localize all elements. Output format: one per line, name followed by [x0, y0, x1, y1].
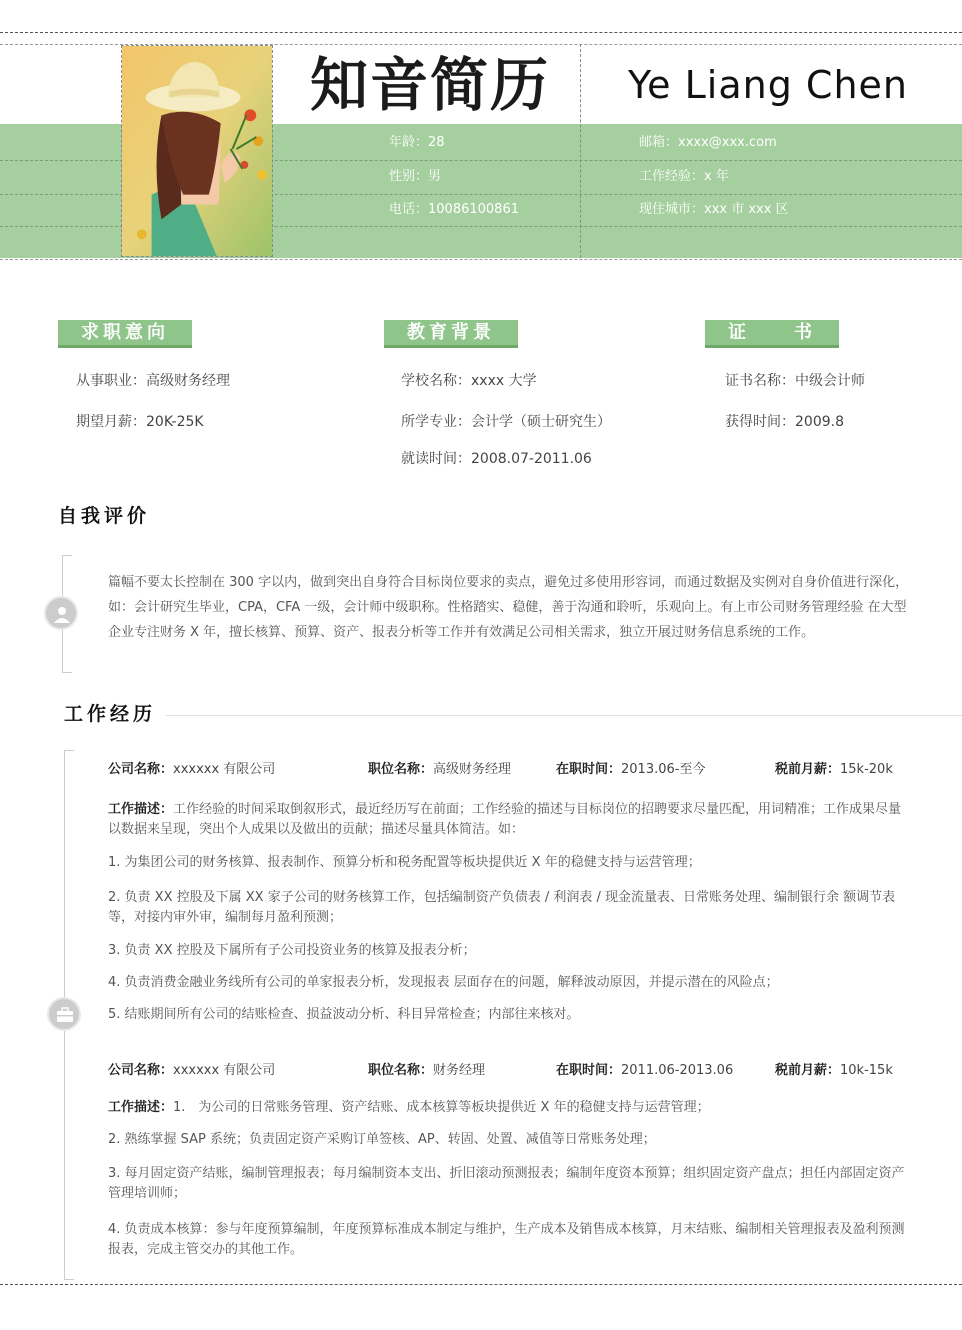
profile-photo — [121, 45, 273, 257]
job2-company: 公司名称：xxxxxx 有限公司 — [108, 1063, 276, 1078]
job2-item: 2. 熟练掌握 SAP 系统；负责固定资产采购订单签核、AP、转固、处置、减值等日常账务处理； — [108, 1132, 656, 1147]
job-intent-tag: 求职意向 — [58, 320, 192, 348]
job1-item: 4. 负责消费金融业务线所有公司的单家报表分析，发现报表 层面存在的问题，解释波动原因，并提示潜在的风险点； — [108, 975, 779, 990]
bottom-dashed-border — [0, 1284, 962, 1285]
job1-item: 1. 为集团公司的财务核算、报表制作、预算分析和税务配置等板块提供近 X 年的稳健支持与运营管理； — [108, 855, 701, 870]
work-title: 工作经历 — [64, 703, 157, 725]
education-period: 就读时间：2008.07-2011.06 — [401, 451, 592, 467]
user-icon — [44, 596, 78, 630]
intent-salary: 期望月薪：20K-25K — [76, 414, 204, 430]
education-major: 所学专业：会计学（硕士研究生） — [401, 414, 611, 430]
job1-item: 3. 负责 XX 控股及下属所有子公司投资业务的核算及报表分析； — [108, 943, 476, 958]
job2-item: 4. 负责成本核算：参与年度预算编制，年度预算标准成本制定与维护，生产成本及销售成本核算，月末结账、编制相关管理报表及盈利预测报表，完成主管交办的其他工作。 — [108, 1222, 905, 1257]
top-dashed-border — [0, 32, 962, 33]
job1-position: 职位名称：高级财务经理 — [368, 762, 512, 777]
work-title-rule — [166, 715, 962, 716]
english-name: Ye Liang Chen — [627, 63, 908, 107]
education-school: 学校名称：xxxx 大学 — [401, 373, 537, 389]
brand-title: 知音简历 — [310, 51, 551, 119]
self-eval-text: 篇幅不要太长控制在 300 字以内，做到突出自身符合目标岗位要求的卖点，避免过多使用形容词，而通过数据及实例对自身价值进行深化，如：会计研究生毕业，CPA，CFA 一级，会计师中级职称。性格踏实、稳健，善于沟通和聆听，乐观向上。有上市公司财务管理经验 在大型企业专注财务 X 年，擅长核算、预算、资产、报表分析等工作并有效满足公司相关需求，独立开展过财务信息系统的工作。 — [108, 575, 909, 640]
job1-period: 在职时间：2013.06-至今 — [556, 762, 706, 777]
job2-position: 职位名称：财务经理 — [368, 1063, 486, 1078]
certificate-tag: 证 书 — [705, 320, 839, 348]
city-info: 现住城市：xxx 市 xxx 区 — [639, 202, 789, 217]
gender-info: 性别：男 — [389, 169, 442, 184]
profile-photo-illustration — [122, 46, 272, 256]
self-eval-title: 自我评价 — [58, 505, 151, 527]
job2-period: 在职时间：2011.06-2013.06 — [556, 1063, 734, 1078]
job1-item: 2. 负责 XX 控股及下属 XX 家子公司的财务核算工作，包括编制资产负债表 / 利润表 / 现金流量表、日常账务处理、编制银行余 额调节表等，对接内审外审，编制每月盈利预测； — [108, 890, 896, 925]
job1-salary: 税前月薪：15k-20k — [775, 762, 893, 777]
job1-company: 公司名称：xxxxxx 有限公司 — [108, 762, 276, 777]
intent-position: 从事职业：高级财务经理 — [76, 373, 230, 389]
experience-info: 工作经验：x 年 — [639, 169, 729, 184]
job1-item: 5. 结账期间所有公司的结账检查、损益波动分析、科目异常检查；内部往来核对。 — [108, 1007, 580, 1022]
job2-salary: 税前月薪：10k-15k — [775, 1063, 893, 1078]
job1-desc: 工作描述：工作经验的时间采取倒叙形式，最近经历写在前面；工作经验的描述与目标岗位的招聘要求尽量匹配，用词精准；工作成果尽量以数据来呈现，突出个人成果以及做出的贡献；描述尽量具体简洁。如： — [108, 802, 902, 837]
education-tag: 教育背景 — [384, 320, 518, 348]
certificate-name: 证书名称：中级会计师 — [725, 373, 865, 389]
age-info: 年龄：28 — [389, 135, 445, 150]
job2-item: 3. 每月固定资产结账，编制管理报表；每月编制资本支出、折旧滚动预测报表；编制年度资本预算；组织固定资产盘点；担任内部固定资产管理培训师； — [108, 1166, 905, 1201]
email-info: 邮箱：xxxx@xxx.com — [639, 135, 777, 150]
briefcase-icon — [47, 997, 81, 1031]
header-column-divider — [580, 44, 581, 258]
certificate-date: 获得时间：2009.8 — [725, 414, 844, 430]
job2-desc: 工作描述：1. 为公司的日常账务管理、资产结账、成本核算等板块提供近 X 年的稳健支持与运营管理； — [108, 1100, 710, 1115]
phone-info: 电话：10086100861 — [389, 202, 519, 217]
